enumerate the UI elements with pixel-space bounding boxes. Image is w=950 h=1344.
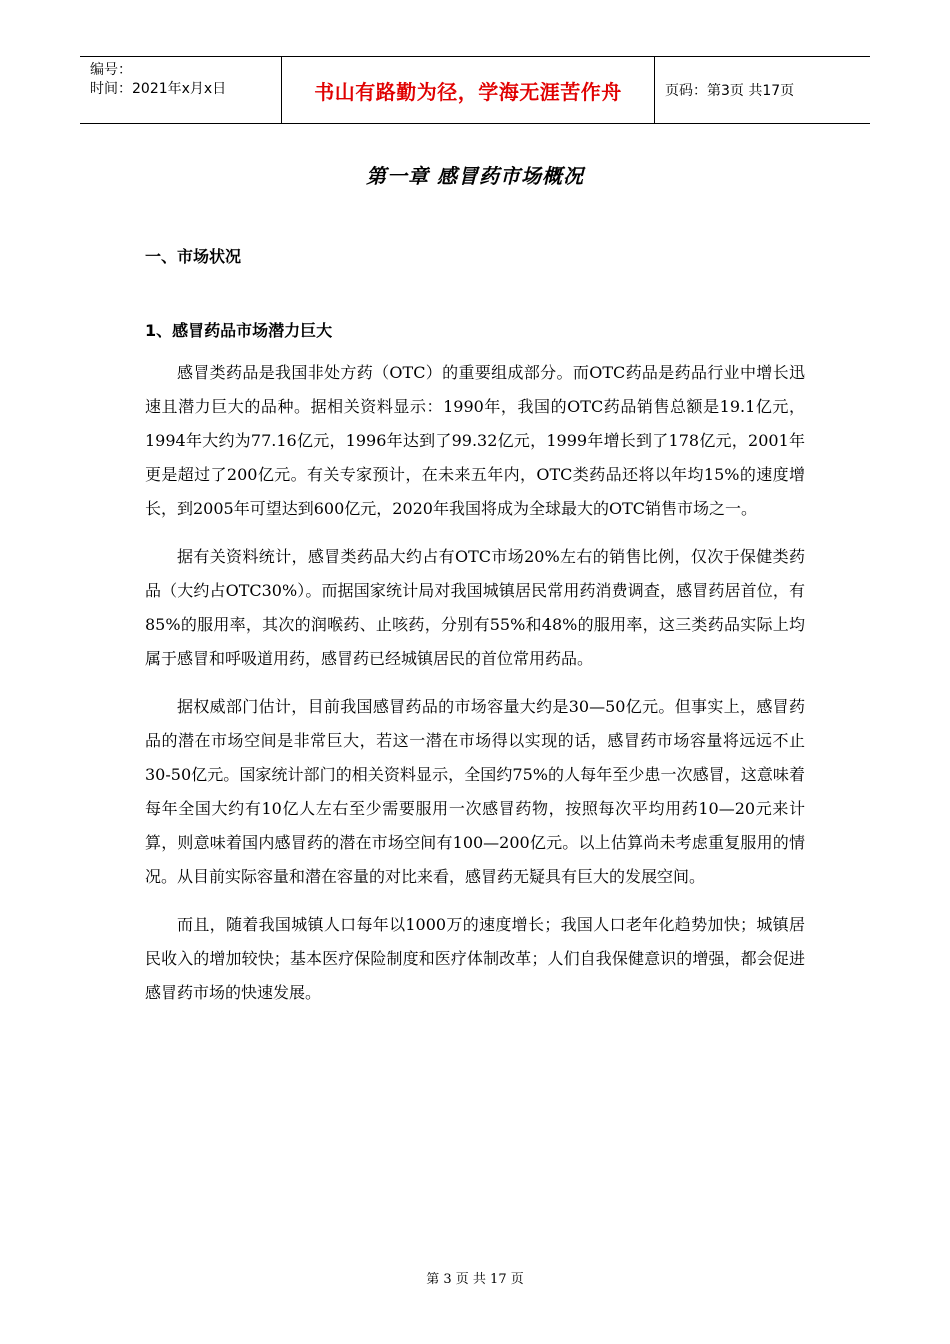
- body-text: [145, 356, 805, 1024]
- section-heading: 一、市场状况: [145, 247, 242, 266]
- paragraph: 据有关资料统计，感冒类药品大约占有OTC市场20%左右的销售比例，仅次于保健类药品（大约占OTC30%）。而据国家统计局对我国城镇居民常用药消费调查，感冒药居首位，有85%的服用率，其次的润喉药、止咳药，分别有55%和48%的服用率，这三类药品实际上均属于感冒和呼吸道用药，感冒药已经城镇居民的首位常用药品。: [145, 547, 805, 668]
- header-page-info: 页码：第3页 共17页: [665, 83, 795, 99]
- chapter-title: 第一章 感冒药市场概况: [366, 164, 584, 188]
- paragraph: 感冒类药品是我国非处方药（OTC）的重要组成部分。而OTC药品是药品行业中增长迅速且潜力巨大的品种。据相关资料显示：1990年，我国的OTC药品销售总额是19.1亿元，1994年大约为77.16亿元，1996年达到了99.32亿元，1999年增长到了178亿元，2001年更是超过了200亿元。有关专家预计，在未来五年内，OTC类药品还将以年均15%的速度增长，到2005年可望达到600亿元，2020年我国将成为全球最大的OTC销售市场之一。: [145, 363, 805, 518]
- page-header: [80, 56, 870, 124]
- header-meta: [80, 57, 281, 123]
- page-footer: 第 3 页 共 17 页: [426, 1272, 524, 1287]
- document-number-label: 编号：: [90, 62, 132, 78]
- paragraph: 而且，随着我国城镇人口每年以1000万的速度增长；我国人口老年化趋势加快；城镇居民收入的增加较快；基本医疗保险制度和医疗体制改革；人们自我保健意识的增强，都会促进感冒药市场的快速发展。: [145, 915, 805, 1002]
- document-date: 时间：2021年x月x日: [90, 81, 227, 97]
- paragraph: 据权威部门估计，目前我国感冒药品的市场容量大约是30—50亿元。但事实上，感冒药品的潜在市场空间是非常巨大，若这一潜在市场得以实现的话，感冒药市场容量将远远不止30-50亿元。国家统计部门的相关资料显示，全国约75%的人每年至少患一次感冒，这意味着每年全国大约有10亿人左右至少需要服用一次感冒药物，按照每次平均用药10—20元来计算，则意味着国内感冒药的潜在市场空间有100—200亿元。以上估算尚未考虑重复服用的情况。从目前实际容量和潜在容量的对比来看，感冒药无疑具有巨大的发展空间。: [145, 697, 805, 886]
- header-motto: 书山有路勤为径，学海无涯苦作舟: [281, 57, 655, 123]
- sub-heading: 1、感冒药品市场潜力巨大: [145, 321, 333, 340]
